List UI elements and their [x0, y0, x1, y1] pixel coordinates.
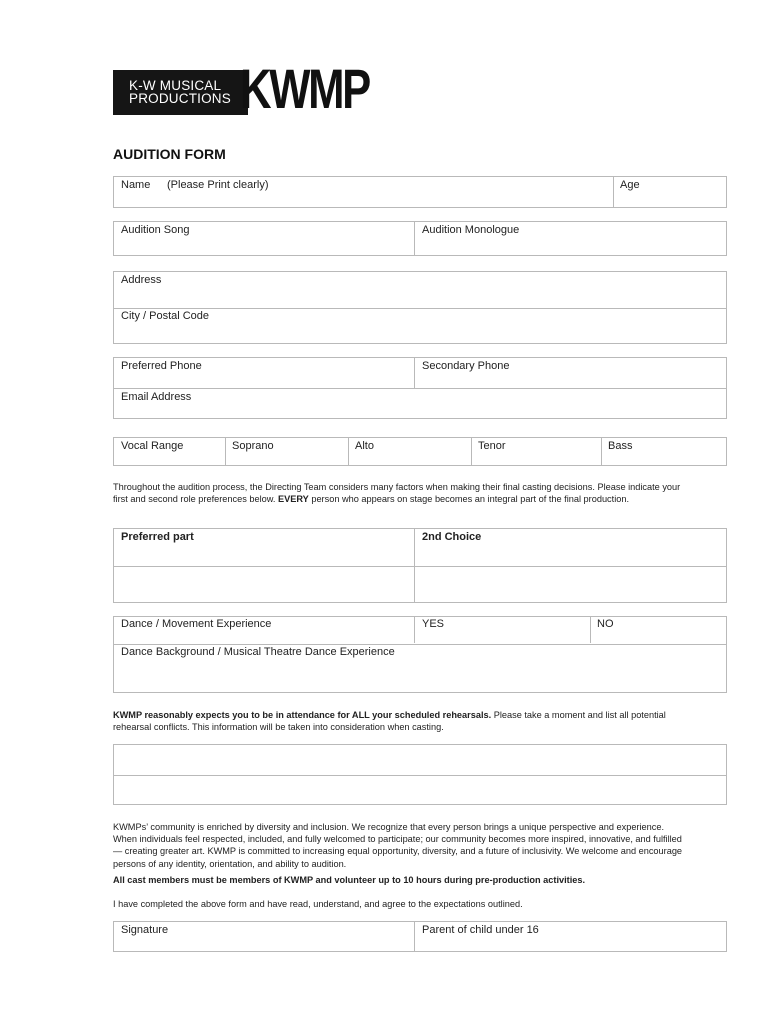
form-title: AUDITION FORM — [113, 146, 226, 162]
address-label: Address — [121, 274, 162, 286]
casting-paragraph: Throughout the audition process, the Directing Team considers many factors when making their final casting decisions. Please indicate your first and second role preferences below. EVERY person who appears on stage becomes an integral part of the final production. — [113, 482, 681, 505]
rehearsal-paragraph: KWMP reasonably expects you to be in attendance for ALL your scheduled rehearsals. Please take a moment and list all potential rehearsal conflicts. This information will be taken into consideration when casting. — [113, 710, 666, 733]
email-label: Email Address — [121, 391, 192, 403]
dance-experience-label: Dance / Movement Experience — [121, 618, 272, 630]
volunteer-statement: All cast members must be members of KWMP and volunteer up to 10 hours during pre-production activities. — [113, 875, 586, 885]
logo-wordmark: KWMP — [240, 57, 369, 120]
logo-badge — [113, 70, 248, 115]
audition-song-label: Audition Song — [121, 224, 190, 236]
preferred-part-label: Preferred part — [121, 531, 194, 543]
rehearsal-conflicts-box[interactable] — [113, 744, 727, 805]
address-block[interactable] — [113, 271, 727, 344]
role-preference-table[interactable] — [113, 528, 727, 603]
logo-line-1: K-W MUSICAL — [129, 78, 222, 93]
preferred-phone-label: Preferred Phone — [121, 360, 202, 372]
dance-no-option[interactable]: NO — [597, 618, 614, 630]
city-postal-label: City / Postal Code — [121, 310, 210, 322]
alto-option[interactable]: Alto — [355, 440, 374, 452]
name-hint: (Please Print clearly) — [167, 179, 269, 191]
dance-background-label: Dance Background / Musical Theatre Dance Experience — [121, 646, 395, 658]
name-label: Name — [121, 179, 151, 191]
audition-row[interactable] — [113, 221, 727, 256]
bass-option[interactable]: Bass — [608, 440, 633, 452]
vocal-range-label: Vocal Range — [121, 440, 184, 452]
logo-line-2: PRODUCTIONS — [129, 91, 231, 106]
signature-label: Signature — [121, 924, 169, 936]
secondary-phone-label: Secondary Phone — [422, 360, 510, 372]
vocal-range-row — [113, 437, 727, 466]
contact-block[interactable] — [113, 357, 727, 419]
signature-row[interactable] — [113, 921, 727, 952]
tenor-option[interactable]: Tenor — [478, 440, 506, 452]
diversity-paragraph: KWMPs’ community is enriched by diversity and inclusion. We recognize that every person brings a unique perspective and experience. When individuals feel respected, included, and fully welcomed to participate; our community becomes more inspired, innovative, and fulfilled — creating greater art. KWMP is committed to increasing equal opportunity, diversity, and a future of inclusivity. We welcome and encourage persons of any identity, orientation, and ability to audition. — [113, 822, 683, 869]
age-label: Age — [620, 179, 640, 191]
second-choice-label: 2nd Choice — [422, 531, 482, 543]
agreement-statement: I have completed the above form and have read, understand, and agree to the expectations outlined. — [113, 899, 523, 909]
audition-monologue-label: Audition Monologue — [422, 224, 520, 236]
parent-label: Parent of child under 16 — [422, 924, 539, 936]
soprano-option[interactable]: Soprano — [232, 440, 274, 452]
dance-yes-option[interactable]: YES — [422, 618, 445, 630]
